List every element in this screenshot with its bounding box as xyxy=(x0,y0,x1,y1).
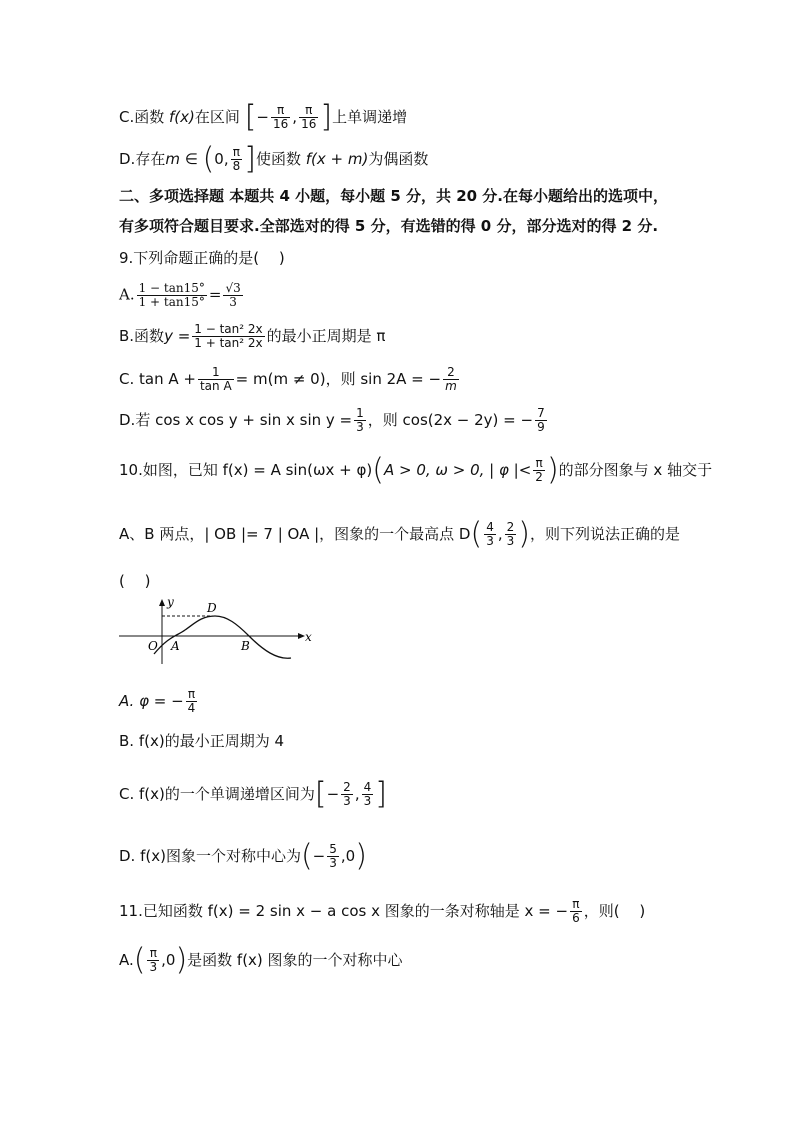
question-9-stem: 9.下列命题正确的是( ) xyxy=(119,249,285,267)
fraction: $\frac{2}{3}$ xyxy=(506,520,515,548)
fraction: $\frac{2}{3}$ xyxy=(343,780,351,808)
fraction: $\frac{\pi}{6}$ xyxy=(572,897,580,925)
option-9d: D.若 cos x cos y + sin x sin y = $\frac{1}{3}$ ，则 cos(2x − 2y) = − $\frac{7}{9}$ xyxy=(119,406,545,434)
option-10a: A. φ = − $\frac{\pi}{4}$ xyxy=(119,687,196,715)
option-9a: A. $\frac{1 - \tan 15^\circ}{1 + \tan 15^\circ}$ = $\frac{√3}{3}$ xyxy=(119,281,241,309)
label-d: D xyxy=(207,601,217,615)
label-o: O xyxy=(148,639,158,653)
label-a: A xyxy=(171,639,180,653)
x-axis-arrow xyxy=(298,633,305,639)
fraction: $\frac{\pi}{16}$ xyxy=(301,103,317,131)
fraction: $\frac{2}{m}$ xyxy=(445,365,457,393)
math-fx: f(x) xyxy=(169,108,195,126)
math-fx: f(x + m) xyxy=(305,150,369,168)
option-8d: D.存在m ∈ (0, $\frac{\pi}{8}$ ]使函数 f(x + m)为偶函数 xyxy=(119,141,429,177)
fraction: $\frac{1}{\text{tan A}}$ xyxy=(199,365,232,393)
option-10b: B. f(x)的最小正周期为 4 xyxy=(119,732,285,750)
option-label: C.函数 xyxy=(119,108,165,126)
fraction: $\frac{1 - \tan 15^\circ}{1 + \tan 15^\circ}$ xyxy=(138,281,205,309)
fraction: $\frac{7}{9}$ xyxy=(537,406,545,434)
question-11-stem: 11.已知函数 f(x) = 2 sin x − a cos x 图象的一条对称轴是 x = − $\frac{\pi}{6}$ ，则( ) xyxy=(119,897,646,925)
section-header-line1: 二、多项选择题 本题共 4 小题，每小题 5 分，共 20 分.在每小题给出的选项中， xyxy=(119,187,669,205)
text: 为偶函数 xyxy=(368,150,429,168)
option-9b: B.函数y = $\frac{\text{1 − tan² 2x}}{\text{1 + tan² 2x}}$ 的最小正周期是 π xyxy=(119,322,386,350)
fraction: $\frac{\pi}{8}$ xyxy=(232,145,241,173)
fraction: $\frac{1}{3}$ xyxy=(356,406,364,434)
fraction: $\frac{\pi}{16}$ xyxy=(273,103,289,131)
bracket: [ xyxy=(244,99,257,135)
option-11a: A.( $\frac{\pi}{3}$ ,0)是函数 f(x) 图象的一个对称中心 xyxy=(119,942,403,978)
label-y: y xyxy=(167,596,174,609)
question-10-paren: ( ) xyxy=(119,572,151,590)
option-10c: C. f(x)的一个单调递增区间为[− $\frac{2}{3}$ , $\frac{4}{3}$ ] xyxy=(119,776,387,812)
bracket: ] xyxy=(244,141,256,177)
option-label: D.存在 xyxy=(119,150,166,168)
fraction: $\frac{\text{1 − tan² 2x}}{\text{1 + tan² 2x}}$ xyxy=(194,322,263,350)
fraction: $\frac{\pi}{2}$ xyxy=(535,456,543,484)
option-9c: C. tan A + $\frac{1}{\text{tan A}}$ = m(m ≠ 0)，则 sin 2A = − $\frac{2}{m}$ xyxy=(119,365,457,393)
sine-graph xyxy=(119,596,314,668)
y-axis-arrow xyxy=(159,599,165,606)
section-header-line2: 有多项符合题目要求.全部选对的得 5 分，有选错的得 0 分，部分选对的得 2 分. xyxy=(119,217,659,235)
fraction: $\frac{\pi}{4}$ xyxy=(187,687,196,715)
question-10-line2: A、B 两点，| OB |= 7 | OA |，图象的一个最高点 D( $\frac{4}{3}$ , $\frac{2}{3}$ )，则下列说法正确的是 xyxy=(119,516,680,552)
option-10d: D. f(x)图象一个对称中心为(− $\frac{5}{3}$ ,0) xyxy=(119,838,367,874)
label-x: x xyxy=(305,630,312,644)
math-m: m ∈ xyxy=(165,150,198,168)
fraction: $\frac{\pi}{3}$ xyxy=(149,946,158,974)
option-8c: C.函数 f(x)在区间 [− $\frac{\pi}{16}$ , $\frac{\pi}{16}$ ]上单调递增 xyxy=(119,99,408,135)
bracket: ( xyxy=(202,141,215,177)
text: 使函数 xyxy=(255,150,301,168)
label-b: B xyxy=(241,639,250,653)
fraction: $\frac{5}{3}$ xyxy=(329,842,337,870)
fraction: $\frac{4}{3}$ xyxy=(363,780,372,808)
fraction: $\frac{4}{3}$ xyxy=(486,520,494,548)
fraction: $\frac{√3}{3}$ xyxy=(225,281,241,309)
text: 在区间 xyxy=(194,108,240,126)
bracket: ] xyxy=(320,99,333,135)
text: 上单调递增 xyxy=(332,108,408,126)
question-10-line1: 10.如图，已知 f(x) = A sin(ωx + φ)(A > 0, ω > 0, | φ |< $\frac{\pi}{2}$ )的部分图象与 x 轴交于 xyxy=(119,452,713,488)
